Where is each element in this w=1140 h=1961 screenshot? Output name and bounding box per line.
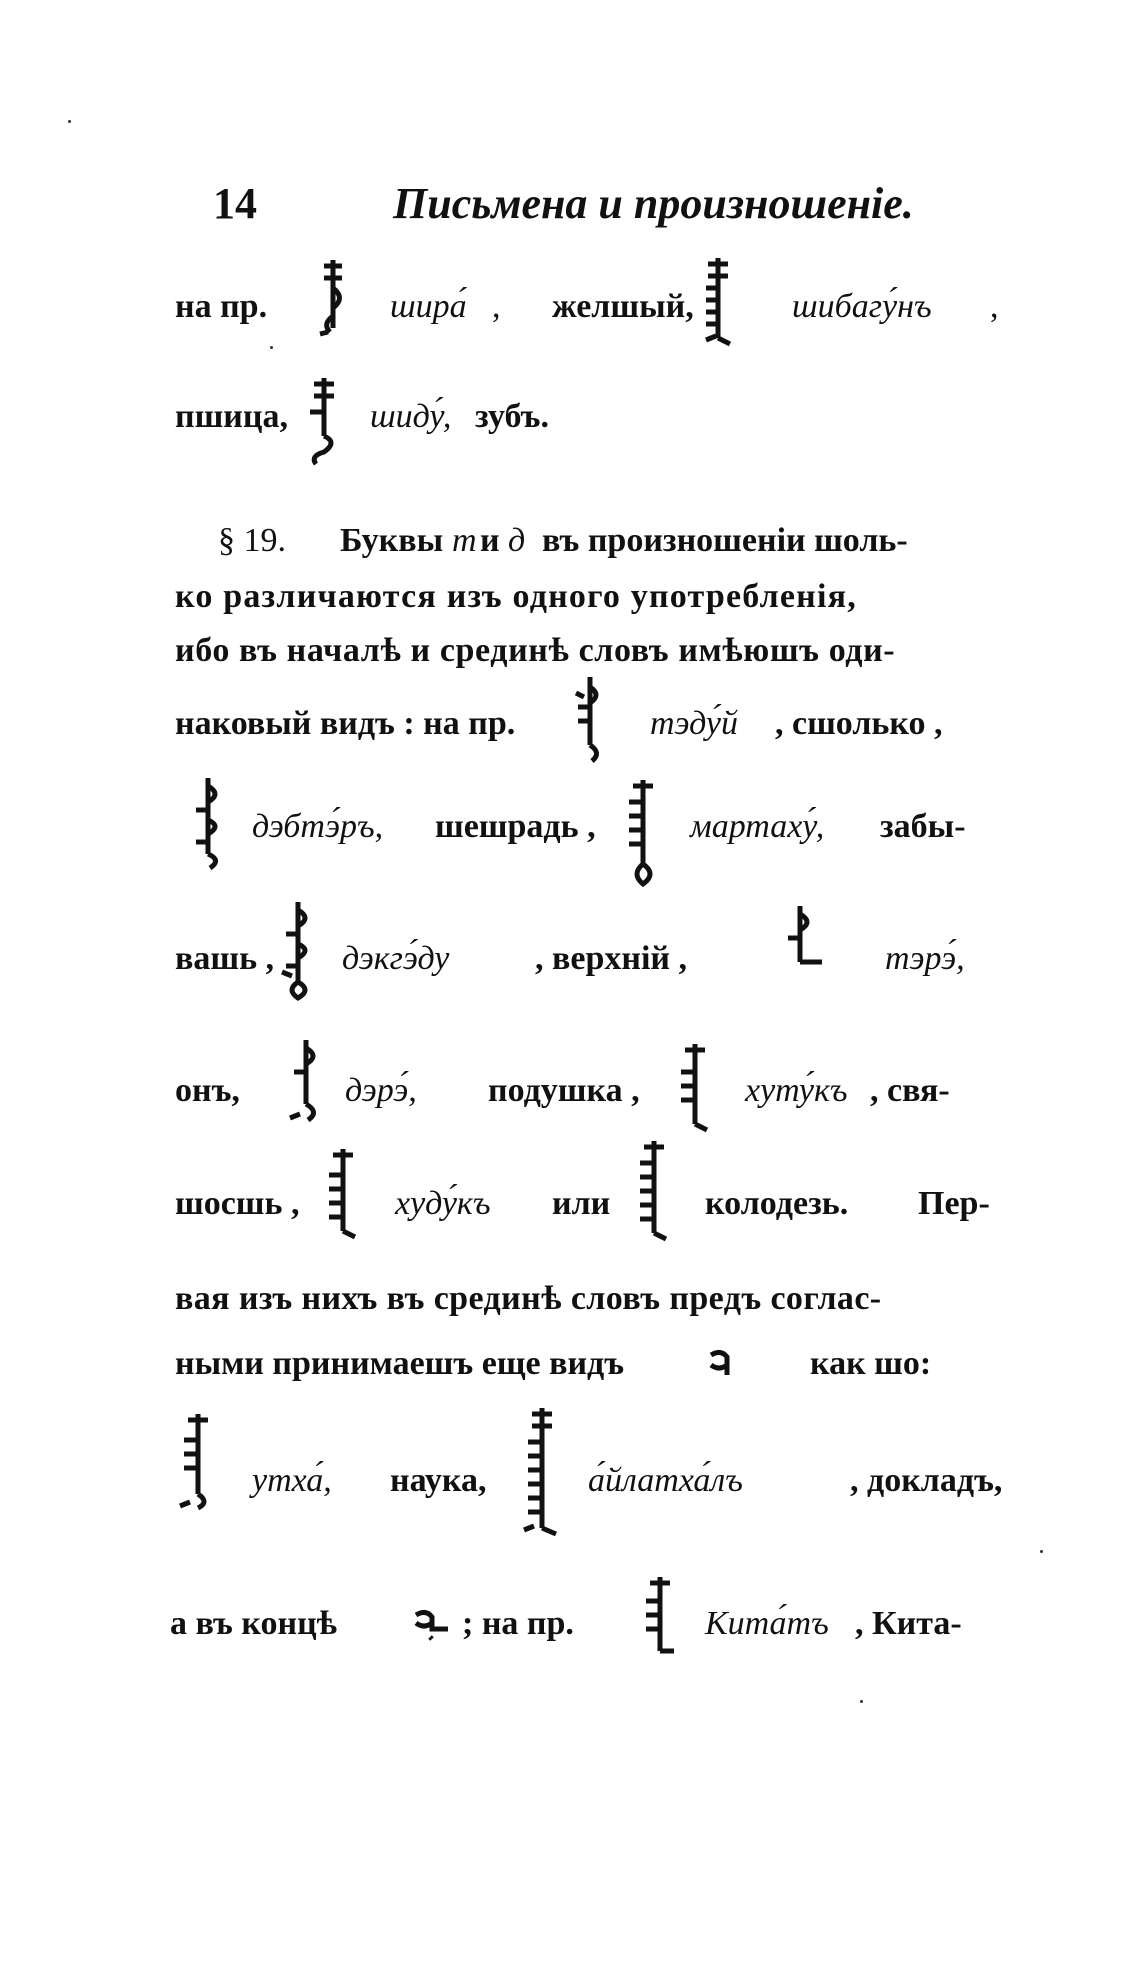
letter-t: т bbox=[452, 522, 477, 559]
transliteration: дэкгэ́ду bbox=[342, 940, 450, 977]
mongolian-word-glyph bbox=[570, 675, 606, 767]
mongolian-word-glyph bbox=[178, 1412, 214, 1516]
page-number: 14 bbox=[213, 179, 257, 228]
text-line bbox=[170, 522, 1010, 572]
paper-speck bbox=[68, 120, 71, 123]
text-line bbox=[170, 1345, 1010, 1395]
text-run: наковый видъ : на пр. bbox=[175, 705, 516, 742]
text-run: ко различаются изъ одного употребленія, bbox=[175, 578, 857, 615]
transliteration: шира́ bbox=[390, 288, 467, 325]
translation: , Кита- bbox=[855, 1605, 962, 1642]
text-run: ; на пр. bbox=[462, 1605, 574, 1642]
text-run: на пр. bbox=[175, 288, 268, 325]
running-title: Письмена и произношеніе. bbox=[393, 179, 914, 228]
translation: , докладъ, bbox=[850, 1462, 1003, 1499]
transliteration: тэду́й bbox=[650, 705, 738, 742]
text-line bbox=[170, 705, 1010, 755]
transliteration: шиду́, bbox=[370, 398, 452, 435]
translation: вашь , bbox=[175, 940, 275, 977]
text-run: а въ концѣ bbox=[170, 1605, 338, 1642]
section-number: § 19. bbox=[218, 522, 286, 559]
mongolian-word-glyph bbox=[520, 1406, 560, 1546]
translation: колодезь. bbox=[705, 1185, 849, 1222]
transliteration: дэрэ́, bbox=[345, 1072, 417, 1109]
mongolian-word-glyph bbox=[306, 376, 340, 466]
text-line bbox=[170, 578, 1010, 628]
transliteration: худу́къ bbox=[395, 1185, 491, 1222]
text-run: вая изъ нихъ въ срединѣ словъ предъ соглас- bbox=[175, 1280, 882, 1317]
transliteration: мартаху́, bbox=[690, 808, 825, 845]
mongolian-word-glyph bbox=[278, 900, 318, 1000]
translation: шосшь , bbox=[175, 1185, 300, 1222]
translation: онъ, bbox=[175, 1072, 240, 1109]
text-run: , bbox=[492, 288, 501, 325]
text-line bbox=[170, 1072, 1010, 1122]
text-line bbox=[170, 940, 1010, 990]
transliteration: а́йлатха́лъ bbox=[588, 1462, 743, 1499]
mongolian-word-glyph bbox=[632, 1139, 672, 1251]
mongolian-word-glyph bbox=[323, 1147, 359, 1247]
translation: желшый, bbox=[552, 288, 694, 325]
translation: наука, bbox=[390, 1462, 487, 1499]
text-line bbox=[170, 1280, 1010, 1330]
mongolian-word-glyph bbox=[640, 1575, 676, 1671]
text-run: въ произношеніи шоль- bbox=[542, 522, 908, 559]
text-run: как шо: bbox=[810, 1345, 932, 1382]
text-line bbox=[170, 1185, 1010, 1235]
mongolian-word-glyph bbox=[625, 778, 661, 888]
text-run: , bbox=[990, 288, 999, 325]
transliteration: утха́, bbox=[252, 1462, 332, 1499]
text-line bbox=[170, 808, 1010, 858]
page-header bbox=[213, 178, 1013, 238]
translation: зубъ. bbox=[475, 398, 549, 435]
text-run: ными принимаешъ еще видъ bbox=[175, 1345, 625, 1382]
text-line bbox=[170, 398, 1010, 448]
mongolian-word-glyph bbox=[675, 1042, 711, 1138]
transliteration: дэбтэ́ръ, bbox=[252, 808, 384, 845]
text-run: или bbox=[552, 1185, 611, 1222]
paper-speck bbox=[1040, 1550, 1043, 1553]
text-run: Пер- bbox=[918, 1185, 990, 1222]
text-run: и bbox=[480, 522, 500, 559]
mongolian-word-glyph bbox=[702, 256, 734, 356]
translation: , свя- bbox=[870, 1072, 950, 1109]
text-run: ибо въ началѣ и срединѣ словъ имѣюшъ оди- bbox=[175, 632, 896, 669]
mongolian-word-glyph bbox=[288, 1038, 324, 1130]
text-line bbox=[170, 1605, 1010, 1655]
text-line bbox=[170, 288, 1010, 338]
transliteration: шибагу́нъ bbox=[792, 288, 932, 325]
translation: забы- bbox=[880, 808, 966, 845]
letter-d: д bbox=[508, 522, 526, 559]
translation: подушка , bbox=[488, 1072, 640, 1109]
translation: пшица, bbox=[175, 398, 288, 435]
transliteration: тэрэ́, bbox=[885, 940, 965, 977]
translation: , сшолько , bbox=[775, 705, 943, 742]
transliteration: хуту́къ bbox=[745, 1072, 848, 1109]
text-run: Буквы bbox=[340, 522, 444, 559]
transliteration: Кита́тъ bbox=[705, 1605, 829, 1642]
mongolian-word-glyph bbox=[318, 258, 348, 348]
text-line bbox=[170, 1462, 1010, 1512]
mongolian-letter-glyph bbox=[410, 1607, 450, 1641]
mongolian-letter-glyph bbox=[707, 1349, 733, 1379]
translation: , верхній , bbox=[535, 940, 687, 977]
mongolian-word-glyph bbox=[782, 904, 826, 984]
paper-speck bbox=[270, 346, 273, 349]
translation: шешрадь , bbox=[435, 808, 596, 845]
paper-speck bbox=[860, 1700, 863, 1703]
mongolian-word-glyph bbox=[190, 776, 226, 872]
